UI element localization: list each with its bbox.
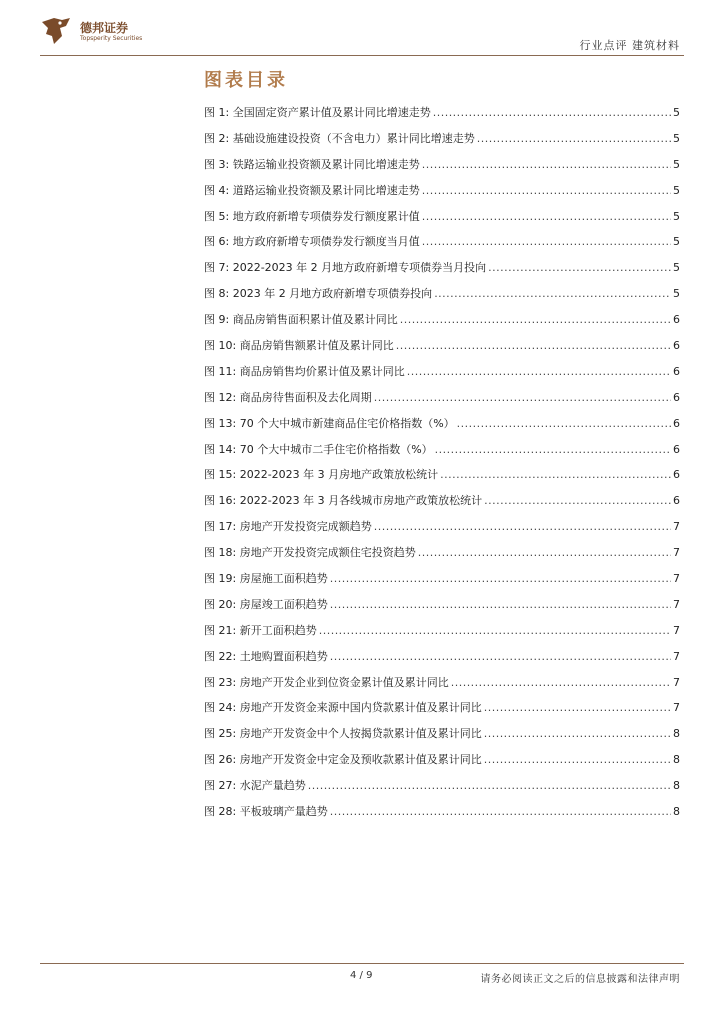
toc-entry-title — [204, 285, 432, 301]
toc-entry[interactable] — [204, 130, 680, 156]
toc-entry[interactable] — [204, 518, 680, 544]
toc-dot-leader — [407, 365, 671, 378]
toc-entry-text: 新开工面积趋势 — [239, 623, 317, 637]
toc-dot-leader — [330, 572, 671, 585]
toc-entry-title — [204, 104, 431, 120]
toc-dot-leader — [434, 287, 671, 300]
toc-dot-leader — [319, 624, 671, 637]
toc-entry-page: 6 — [673, 494, 680, 508]
toc-dot-leader — [330, 598, 671, 611]
toc-entry-page: 5 — [673, 131, 680, 145]
toc-entry-title — [204, 182, 420, 198]
brand-name-en: Topsperity Securities — [80, 35, 143, 42]
toc-entry-text: 房地产开发投资完成额趋势 — [239, 520, 372, 534]
toc-entry-text: 道路运输业投资额及累计同比增速走势 — [232, 183, 420, 197]
toc-entry-text: 平板玻璃产量趋势 — [239, 805, 328, 819]
toc-dot-leader — [308, 779, 671, 792]
toc-entry[interactable] — [204, 156, 680, 182]
toc-entry-text: 铁路运输业投资额及累计同比增速走势 — [232, 157, 420, 171]
toc-entry-title — [204, 337, 394, 353]
toc-entry-page: 8 — [673, 727, 680, 741]
toc-entry-text: 房地产开发资金中定金及预收款累计值及累计同比 — [239, 753, 482, 767]
toc-entry[interactable] — [204, 337, 680, 363]
toc-entry-text: 地方政府新增专项债券发行额度累计值 — [232, 209, 420, 223]
toc-entry-page: 5 — [673, 287, 680, 301]
toc-title: 图表目录 — [204, 70, 288, 91]
toc-dot-leader — [374, 520, 671, 533]
toc-entry[interactable] — [204, 803, 680, 829]
toc-entry-title — [204, 518, 372, 534]
toc-entry-label: 图 16: — [204, 494, 237, 508]
footer-divider — [40, 963, 684, 964]
toc-dot-leader — [433, 106, 671, 119]
toc-entry[interactable] — [204, 389, 680, 415]
toc-entry-page: 7 — [673, 520, 680, 534]
toc-entry-text: 2022-2023 年 3 月房地产政策放松统计 — [239, 468, 439, 482]
toc-dot-leader — [330, 650, 671, 663]
toc-dot-leader — [418, 546, 671, 559]
toc-entry-page: 6 — [673, 339, 680, 353]
toc-entry-page: 7 — [673, 546, 680, 560]
page-number: 4 / 9 — [350, 970, 373, 981]
toc-entry-text: 商品房销售面积累计值及累计同比 — [232, 313, 398, 327]
toc-entry-text: 70 个大中城市新建商品住宅价格指数（%） — [239, 416, 455, 430]
toc-entry-label: 图 8: — [204, 287, 230, 301]
toc-entry-title — [204, 389, 372, 405]
toc-entry-label: 图 24: — [204, 701, 237, 715]
toc-entry-title — [204, 751, 482, 767]
toc-entry-title — [204, 622, 317, 638]
toc-dot-leader — [484, 701, 671, 714]
toc-entry-page: 5 — [673, 261, 680, 275]
toc-dot-leader — [396, 339, 671, 352]
toc-entry-page: 7 — [673, 701, 680, 715]
toc-entry-label: 图 12: — [204, 390, 237, 404]
toc-entry-text: 商品房销售均价累计值及累计同比 — [239, 364, 405, 378]
brand-name: 德邦证券 — [80, 21, 129, 35]
toc-entry-title — [204, 233, 420, 249]
toc-entry-page: 5 — [673, 209, 680, 223]
toc-dot-leader — [484, 753, 671, 766]
toc-entry-page: 5 — [673, 106, 680, 119]
toc-entry[interactable] — [204, 596, 680, 622]
toc-entry-title — [204, 466, 438, 482]
toc-entry[interactable] — [204, 699, 680, 725]
toc-entry[interactable] — [204, 363, 680, 389]
toc-entry-label: 图 6: — [204, 235, 230, 249]
toc-entry-page: 7 — [673, 597, 680, 611]
toc-entry[interactable] — [204, 492, 680, 518]
toc-entry-label: 图 10: — [204, 339, 237, 353]
toc-dot-leader — [330, 805, 671, 818]
toc-entry[interactable] — [204, 208, 680, 234]
toc-entry-text: 商品房待售面积及去化周期 — [239, 390, 372, 404]
toc-entry[interactable] — [204, 285, 680, 311]
toc-entry[interactable] — [204, 570, 680, 596]
toc-entry-page: 6 — [673, 468, 680, 482]
toc-entry-title — [204, 544, 416, 560]
toc-entry[interactable] — [204, 233, 680, 259]
toc-entry-label: 图 14: — [204, 442, 237, 456]
toc-entry-page: 5 — [673, 157, 680, 171]
toc-entry-title — [204, 596, 328, 612]
toc-entry-title — [204, 311, 398, 327]
toc-entry-title — [204, 725, 482, 741]
toc-entry[interactable] — [204, 544, 680, 570]
toc-entry-title — [204, 156, 420, 172]
toc-entry-page: 7 — [673, 649, 680, 663]
header-divider — [40, 55, 684, 56]
toc-entry-page: 6 — [673, 442, 680, 456]
toc-entry-label: 图 13: — [204, 416, 237, 430]
figure-list — [204, 104, 680, 829]
toc-entry-page: 6 — [673, 364, 680, 378]
toc-entry-label: 图 1: — [204, 106, 230, 119]
toc-entry-label: 图 9: — [204, 313, 230, 327]
toc-dot-leader — [488, 261, 671, 274]
toc-entry-label: 图 2: — [204, 131, 230, 145]
toc-dot-leader — [422, 210, 671, 223]
toc-entry-page: 7 — [673, 623, 680, 637]
toc-entry[interactable] — [204, 777, 680, 803]
toc-entry-text: 水泥产量趋势 — [239, 779, 306, 793]
toc-entry-label: 图 11: — [204, 364, 237, 378]
toc-entry-title — [204, 415, 455, 431]
toc-dot-leader — [484, 494, 671, 507]
toc-entry-label: 图 4: — [204, 183, 230, 197]
toc-entry-page: 5 — [673, 235, 680, 249]
toc-entry-text: 房地产开发投资完成额住宅投资趋势 — [239, 546, 416, 560]
toc-entry-text: 房地产开发企业到位资金累计值及累计同比 — [239, 675, 449, 689]
toc-entry[interactable] — [204, 311, 680, 337]
toc-entry-label: 图 7: — [204, 261, 230, 275]
toc-dot-leader — [477, 132, 671, 145]
toc-entry-title — [204, 259, 486, 275]
toc-entry[interactable] — [204, 259, 680, 285]
toc-entry-title — [204, 492, 482, 508]
toc-entry-label: 图 26: — [204, 753, 237, 767]
toc-entry-text: 地方政府新增专项债券发行额度当月值 — [232, 235, 420, 249]
toc-entry-label: 图 22: — [204, 649, 237, 663]
toc-entry-title — [204, 208, 420, 224]
toc-dot-leader — [374, 391, 671, 404]
toc-entry[interactable] — [204, 648, 680, 674]
toc-entry-page: 8 — [673, 805, 680, 819]
toc-entry-page: 6 — [673, 313, 680, 327]
toc-entry-label: 图 5: — [204, 209, 230, 223]
toc-entry-label: 图 15: — [204, 468, 237, 482]
toc-entry[interactable] — [204, 182, 680, 208]
toc-entry-title — [204, 803, 328, 819]
toc-entry-text: 商品房销售额累计值及累计同比 — [239, 339, 394, 353]
toc-entry-label: 图 20: — [204, 597, 237, 611]
toc-dot-leader — [422, 184, 671, 197]
toc-entry-text: 房地产开发资金来源中国内贷款累计值及累计同比 — [239, 701, 482, 715]
toc-entry-label: 图 25: — [204, 727, 237, 741]
report-category: 行业点评 建筑材料 — [579, 39, 680, 52]
toc-entry-text: 房屋竣工面积趋势 — [239, 597, 328, 611]
toc-entry-label: 图 27: — [204, 779, 237, 793]
toc-dot-leader — [435, 443, 671, 456]
toc-entry-page: 6 — [673, 416, 680, 430]
toc-entry-text: 全国固定资产累计值及累计同比增速走势 — [232, 106, 431, 119]
footer-disclaimer: 请务必阅读正文之后的信息披露和法律声明 — [480, 974, 680, 985]
toc-entry-text: 房地产开发资金中个人按揭贷款累计值及累计同比 — [239, 727, 482, 741]
toc-dot-leader — [400, 313, 671, 326]
toc-entry-page: 5 — [673, 183, 680, 197]
toc-dot-leader — [422, 158, 671, 171]
toc-entry[interactable] — [204, 674, 680, 700]
toc-entry-text: 2022-2023 年 3 月各线城市房地产政策放松统计 — [239, 494, 483, 508]
toc-entry-title — [204, 777, 306, 793]
toc-entry-page: 8 — [673, 753, 680, 767]
toc-entry[interactable] — [204, 725, 680, 751]
toc-entry-text: 土地购置面积趋势 — [239, 649, 328, 663]
toc-entry[interactable] — [204, 466, 680, 492]
toc-entry-title — [204, 648, 328, 664]
toc-entry-label: 图 23: — [204, 675, 237, 689]
toc-entry-text: 基础设施建设投资（不含电力）累计同比增速走势 — [232, 131, 475, 145]
toc-dot-leader — [422, 235, 671, 248]
toc-entry[interactable] — [204, 441, 680, 467]
toc-entry-label: 图 21: — [204, 623, 237, 637]
toc-dot-leader — [457, 417, 671, 430]
toc-entry-text: 70 个大中城市二手住宅价格指数（%） — [239, 442, 433, 456]
toc-entry[interactable] — [204, 104, 680, 130]
toc-entry-page: 7 — [673, 675, 680, 689]
toc-entry-title — [204, 699, 482, 715]
toc-entry-label: 图 19: — [204, 572, 237, 586]
toc-entry-label: 图 17: — [204, 520, 237, 534]
toc-entry[interactable] — [204, 415, 680, 441]
toc-dot-leader — [484, 727, 671, 740]
toc-entry-title — [204, 130, 475, 146]
toc-entry-page: 8 — [673, 779, 680, 793]
toc-entry-label: 图 3: — [204, 157, 230, 171]
toc-entry-text: 2023 年 2 月地方政府新增专项债券投向 — [232, 287, 433, 301]
company-logo-icon — [40, 16, 72, 46]
toc-entry-text: 房屋施工面积趋势 — [239, 572, 328, 586]
toc-entry-label: 图 18: — [204, 546, 237, 560]
toc-entry-page: 6 — [673, 390, 680, 404]
toc-entry-title — [204, 441, 433, 457]
toc-dot-leader — [440, 468, 671, 481]
toc-entry-title — [204, 674, 449, 690]
page-header — [0, 0, 724, 60]
toc-entry[interactable] — [204, 751, 680, 777]
toc-entry-page: 7 — [673, 572, 680, 586]
toc-entry[interactable] — [204, 622, 680, 648]
toc-entry-title — [204, 363, 405, 379]
toc-entry-text: 2022-2023 年 2 月地方政府新增专项债券当月投向 — [232, 261, 487, 275]
toc-entry-label: 图 28: — [204, 805, 237, 819]
toc-entry-title — [204, 570, 328, 586]
toc-dot-leader — [451, 676, 671, 689]
